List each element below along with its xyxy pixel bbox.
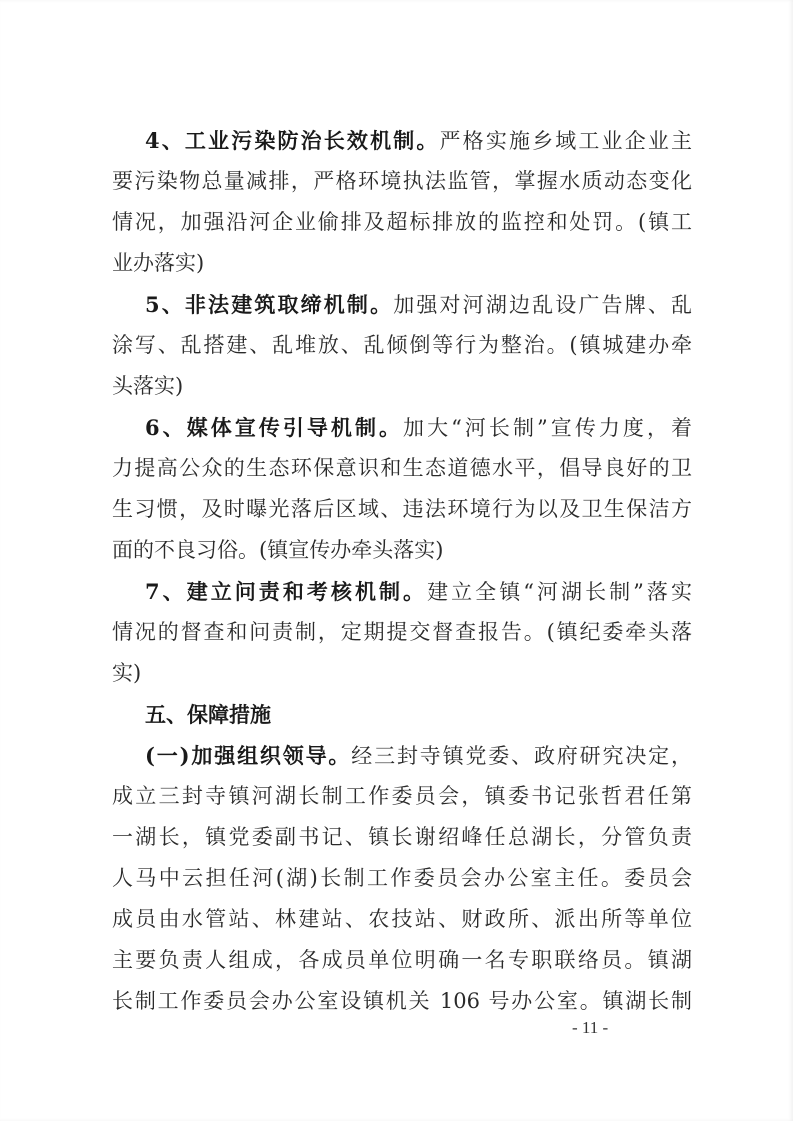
line-text: 业办落实) [112,251,205,275]
line-text: 建立全镇“河湖长制”落实 [427,580,692,604]
bold-lead: 4、工业污染防治长效机制。 [145,128,440,153]
line-text: 情况的督查和问责制，定期提交督查报告。(镇纪委牵头落 [112,620,692,644]
line-text: 主要负责人组成，各成员单位明确一名专职联络员。镇湖 [112,948,692,972]
text-line [112,243,692,284]
bold-lead: (一)加强组织领导。 [145,743,352,768]
bold-lead: 5、非法建筑取缔机制。 [145,292,394,317]
line-text: 一湖长，镇党委副书记、镇长谢绍峰任总湖长，分管负责 [112,825,692,849]
text-line [112,735,692,776]
text-line [112,940,692,981]
section-heading [112,694,692,735]
bold-lead: 6、媒体宣传引导机制。 [145,415,404,440]
text-line [112,161,692,202]
text-line [112,284,692,325]
text-line [112,653,692,694]
text-line [112,817,692,858]
line-text: 五、保障措施 [145,702,271,727]
bold-lead: 7、建立问责和考核机制。 [145,579,428,604]
line-text: 严格实施乡域工业企业主 [439,129,692,153]
line-text: 要污染物总量减排，严格环境执法监管，掌握水质动态变化 [112,169,692,193]
line-text: 成立三封寺镇河湖长制工作委员会，镇委书记张哲君任第 [112,784,692,808]
line-text: 头落实) [112,374,184,398]
paragraph [112,735,692,1022]
line-text: 涂写、乱搭建、乱堆放、乱倾倒等行为整治。(镇城建办牵 [112,333,692,357]
line-text: 加强对河湖边乱设广告牌、乱 [393,293,692,317]
text-line [112,120,692,161]
text-line [112,694,692,735]
text-line [112,202,692,243]
text-line [112,325,692,366]
text-line [112,366,692,407]
paragraph [112,120,692,284]
text-line [112,899,692,940]
text-line [112,489,692,530]
paragraph [112,407,692,571]
page-number: - 11 - [572,1018,609,1037]
line-text: 人马中云担任河(湖)长制工作委员会办公室主任。委员会 [112,866,692,890]
line-text: 生习惯，及时曝光落后区域、违法环境行为以及卫生保洁方 [112,497,692,521]
text-line [112,776,692,817]
text-line [112,981,692,1022]
line-text: 加大“河长制”宣传力度，着 [403,416,692,440]
line-text: 经三封寺镇党委、政府研究决定， [351,744,693,768]
line-text: 力提高公众的生态环保意识和生态道德水平，倡导良好的卫 [112,456,692,480]
text-line [112,530,692,571]
line-text: 长制工作委员会办公室设镇机关 106 号办公室。镇湖长制 [112,989,692,1013]
text-line [112,858,692,899]
line-text: 面的不良习俗。(镇宣传办牵头落实) [112,538,444,562]
text-line [112,612,692,653]
text-line [112,407,692,448]
text-line [112,448,692,489]
text-line [112,571,692,612]
paragraph [112,284,692,407]
line-text: 实) [112,661,142,685]
document-body [112,120,692,1022]
line-text: 成员由水管站、林建站、农技站、财政所、派出所等单位 [112,907,692,931]
paragraph [112,571,692,694]
line-text: 情况，加强沿河企业偷排及超标排放的监控和处罚。(镇工 [112,210,692,234]
